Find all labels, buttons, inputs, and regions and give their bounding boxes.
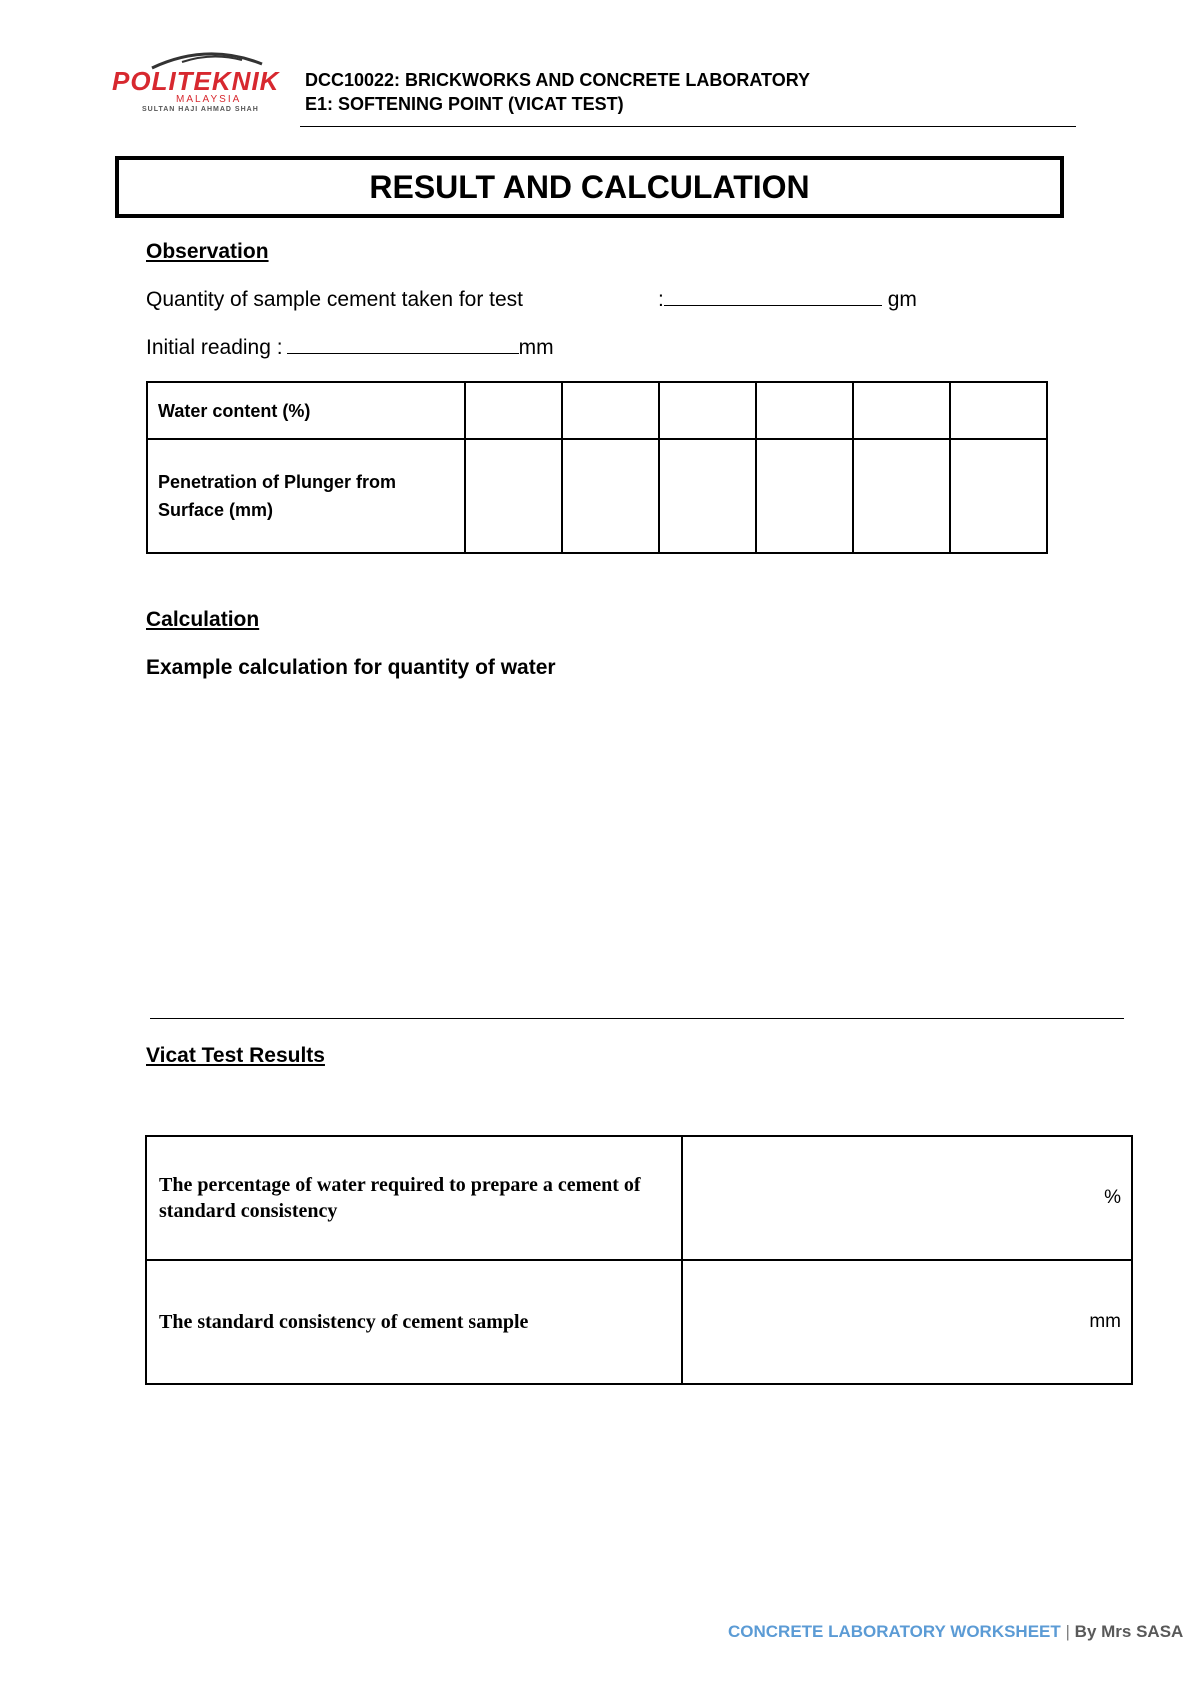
table-row xyxy=(147,382,1047,439)
table-cell[interactable] xyxy=(659,439,756,553)
section-divider xyxy=(150,1018,1124,1019)
quantity-label: Quantity of sample cement taken for test xyxy=(146,288,524,311)
table-cell[interactable] xyxy=(562,382,659,439)
standard-consistency-label: The standard consistency of cement sample xyxy=(146,1260,682,1384)
penetration-label: Penetration of Plunger from Surface (mm) xyxy=(147,439,465,553)
header-rule xyxy=(300,126,1076,127)
table-cell[interactable] xyxy=(465,382,562,439)
table-cell[interactable] xyxy=(465,439,562,553)
table-row xyxy=(146,1260,1132,1384)
quantity-line xyxy=(658,288,917,312)
water-percentage-unit[interactable]: % xyxy=(682,1136,1132,1260)
experiment-title: E1: SOFTENING POINT (VICAT TEST) xyxy=(305,94,624,114)
table-cell[interactable] xyxy=(562,439,659,553)
quantity-blank[interactable] xyxy=(664,305,882,306)
course-title: DCC10022: BRICKWORKS AND CONCRETE LABORATORY xyxy=(305,70,811,90)
logo-campus: SULTAN HAJI AHMAD SHAH xyxy=(142,106,259,113)
standard-consistency-unit[interactable]: mm xyxy=(682,1260,1132,1384)
table-cell[interactable] xyxy=(659,382,756,439)
table-cell[interactable] xyxy=(950,382,1047,439)
results-table xyxy=(145,1135,1133,1385)
table-cell[interactable] xyxy=(853,439,950,553)
water-content-label: Water content (%) xyxy=(147,382,465,439)
footer-worksheet-title: CONCRETE LABORATORY WORKSHEET xyxy=(728,1622,1061,1641)
table-row xyxy=(147,439,1047,553)
table-cell[interactable] xyxy=(950,439,1047,553)
initial-label: Initial reading : xyxy=(146,336,283,359)
results-heading: Vicat Test Results xyxy=(146,1044,325,1067)
observation-table xyxy=(146,381,1048,554)
water-percentage-label: The percentage of water required to prepare a cement of standard consistency xyxy=(146,1136,682,1260)
table-row xyxy=(146,1136,1132,1260)
table-cell[interactable] xyxy=(756,439,853,553)
table-cell[interactable] xyxy=(853,382,950,439)
initial-reading-line xyxy=(146,336,554,360)
initial-unit: mm xyxy=(518,336,554,359)
logo-wordmark: POLITEKNIK xyxy=(112,66,280,96)
logo-subtitle: MALAYSIA xyxy=(176,94,242,105)
title-box xyxy=(115,156,1064,218)
table-cell[interactable] xyxy=(756,382,853,439)
page-title: RESULT AND CALCULATION xyxy=(369,168,810,205)
footer xyxy=(728,1622,1183,1642)
footer-author: By Mrs SASA xyxy=(1074,1622,1184,1641)
footer-separator: | xyxy=(1065,1622,1070,1641)
initial-blank[interactable] xyxy=(287,353,519,354)
calculation-subheading: Example calculation for quantity of water xyxy=(146,656,556,679)
quantity-colon: : xyxy=(658,288,664,311)
calculation-heading: Calculation xyxy=(146,608,260,631)
quantity-unit: gm xyxy=(887,288,917,311)
observation-heading: Observation xyxy=(146,240,269,263)
